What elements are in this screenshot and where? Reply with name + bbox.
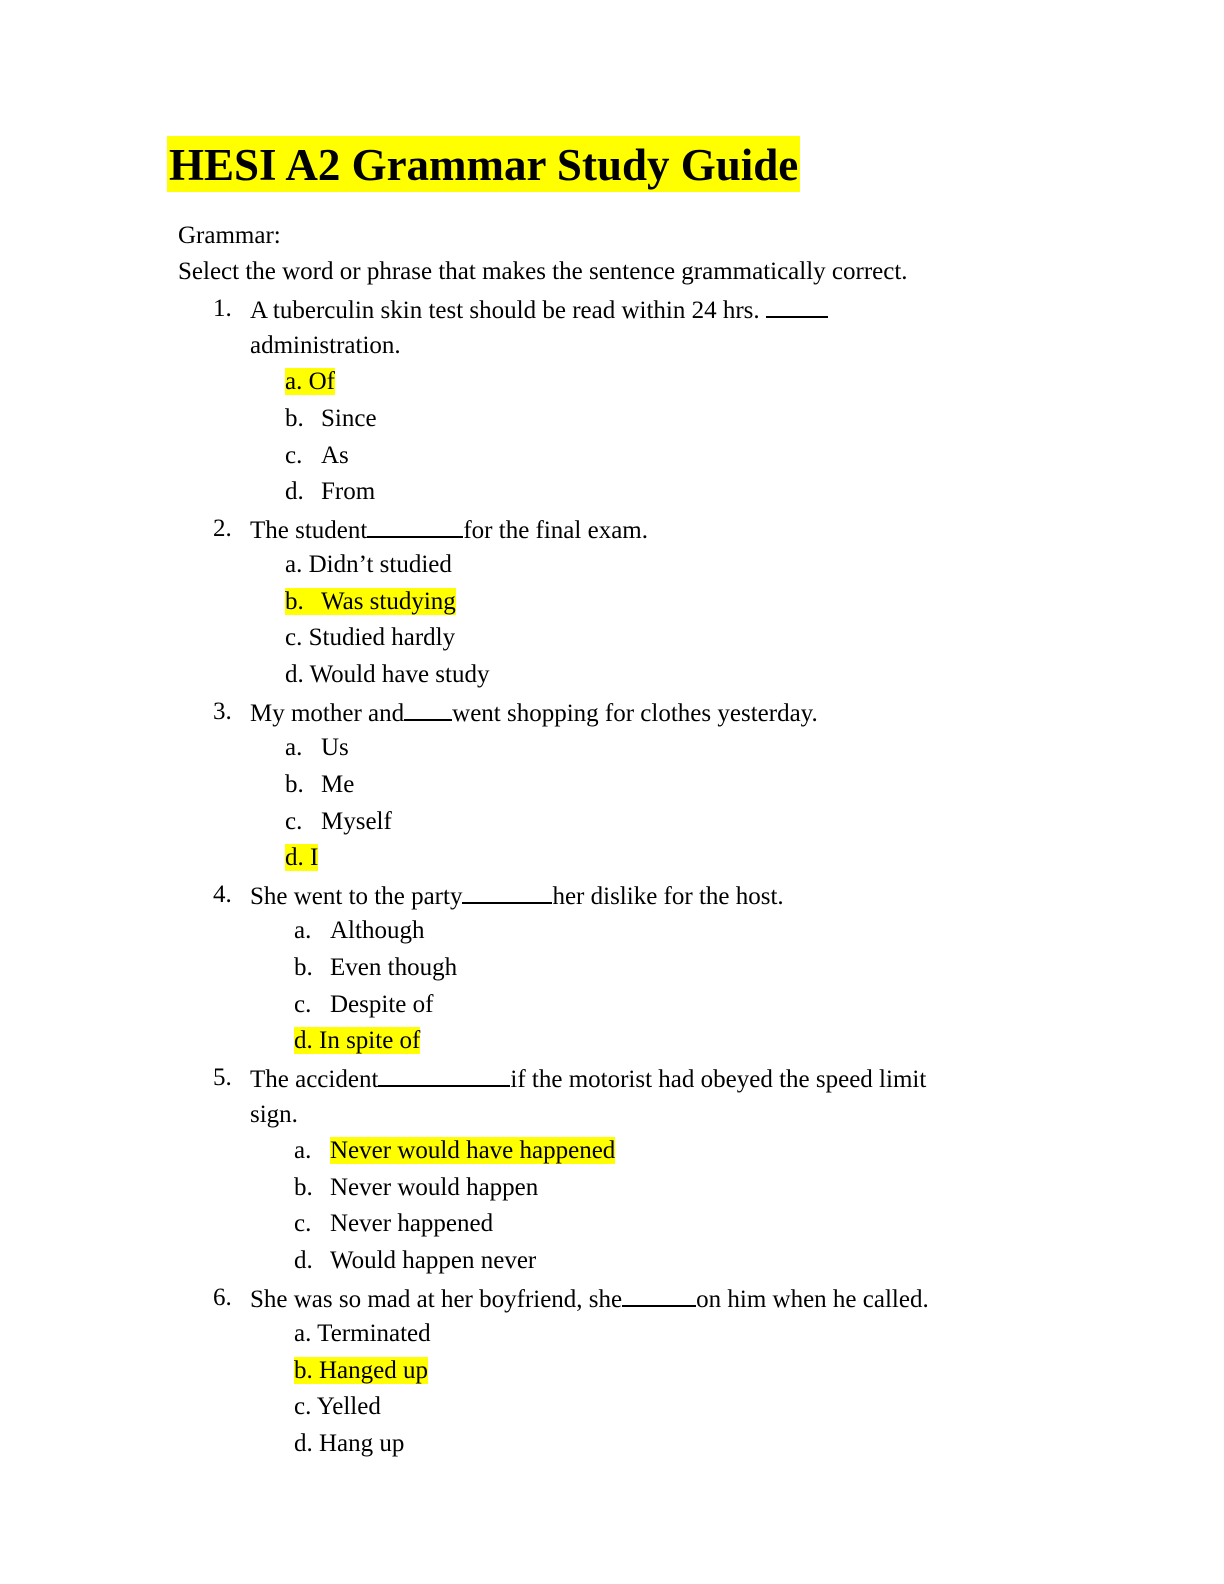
question-text: The accident if the motorist had obeyed the speed limit (250, 1063, 926, 1095)
option-6c: c. Yelled (294, 1393, 381, 1420)
option-6b: b. Hanged up (294, 1357, 428, 1384)
section-label: Grammar: (178, 222, 281, 249)
answer-blank (622, 1283, 696, 1307)
option-4a: a. Although (294, 917, 425, 944)
option-1c: c. As (285, 442, 349, 469)
option-6d: d. Hang up (294, 1430, 405, 1457)
question-text: The student for the final exam. (250, 514, 648, 546)
question-number: 4. (213, 881, 232, 908)
answer-blank (404, 697, 452, 721)
question-number: 2. (213, 515, 232, 542)
option-1b: b. Since (285, 405, 377, 432)
option-5c: c. Never happened (294, 1210, 494, 1237)
option-4b: b. Even though (294, 954, 458, 981)
option-5b: b. Never would happen (294, 1174, 539, 1201)
option-5a: a. Never would have happened (294, 1137, 616, 1164)
option-1d: d. From (285, 478, 376, 505)
question-text: She was so mad at her boyfriend, she on him when he called. (250, 1283, 929, 1315)
answer-blank (766, 294, 828, 318)
option-4d: d. In spite of (294, 1027, 421, 1054)
option-2c: c. Studied hardly (285, 624, 456, 651)
option-2b: b. Was studying (285, 588, 456, 615)
option-3c: c. Myself (285, 808, 392, 835)
option-1a: a. Of (285, 368, 335, 395)
question-text: My mother and went shopping for clothes yesterday. (250, 697, 818, 729)
question-number: 1. (213, 295, 232, 322)
option-6a: a. Terminated (294, 1320, 431, 1347)
question-text-continued: administration. (250, 332, 401, 359)
option-4c: c. Despite of (294, 991, 434, 1018)
question-text: A tuberculin skin test should be read within 24 hrs. (250, 294, 828, 326)
option-2a: a. Didn’t studied (285, 551, 452, 578)
page-title: HESI A2 Grammar Study Guide (167, 136, 800, 192)
question-number: 6. (213, 1284, 232, 1311)
answer-blank (378, 1063, 510, 1087)
question-text-continued: sign. (250, 1101, 298, 1128)
instructions: Select the word or phrase that makes the sentence grammatically correct. (178, 258, 908, 285)
option-5d: d. Would happen never (294, 1247, 537, 1274)
question-text: She went to the party her dislike for the host. (250, 880, 784, 912)
option-3a: a. Us (285, 734, 349, 761)
option-3b: b. Me (285, 771, 355, 798)
answer-blank (462, 880, 552, 904)
question-number: 5. (213, 1064, 232, 1091)
option-3d: d. I (285, 844, 319, 871)
question-number: 3. (213, 698, 232, 725)
option-2d: d. Would have study (285, 661, 490, 688)
answer-blank (367, 514, 463, 538)
